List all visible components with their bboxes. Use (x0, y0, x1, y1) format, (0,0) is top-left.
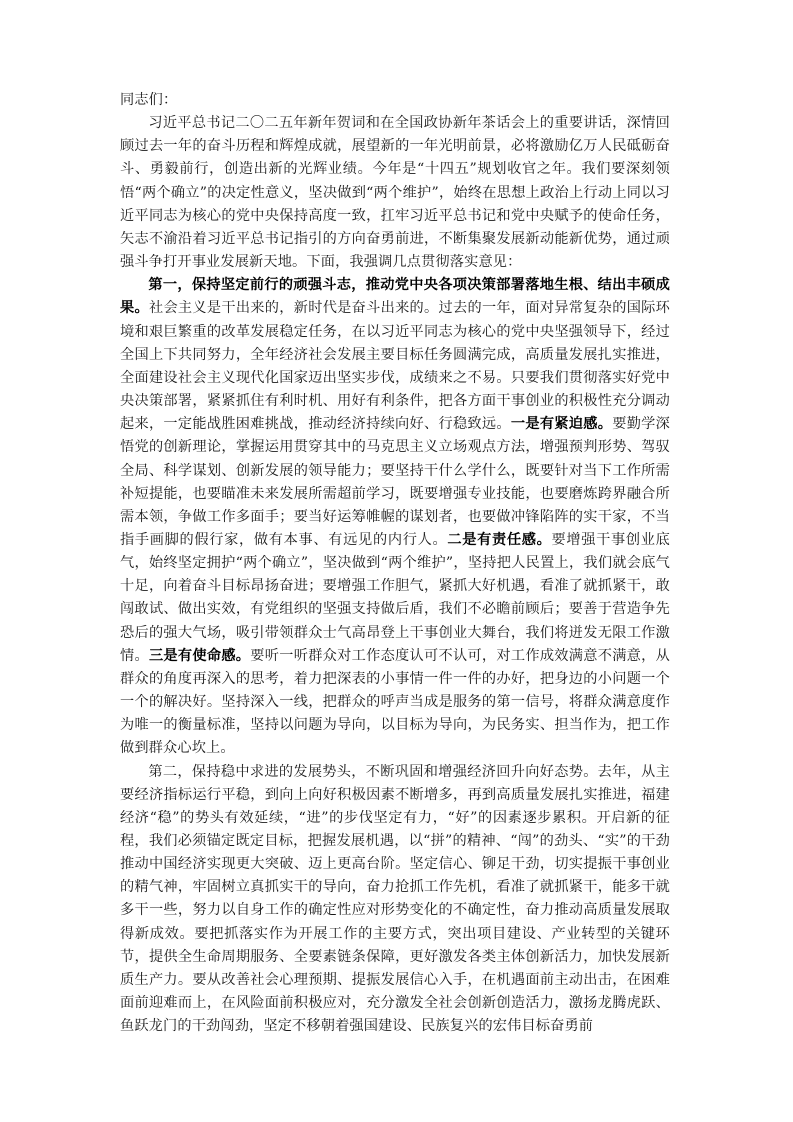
paragraph-text: 要听一听群众对工作态度认可不认可，对工作成效满意不满意，从群众的角度再深入的思考，着力把深表的小事情一件一件的办好，把身边的小问题一个一个的解决好。坚持深入一线，把群众的呼声当成是服务的第一信号，将群众满意度作为唯一的衡量标准，坚持以问题为导向，以目标为导向，为民务实、担当作为，把工作做到群众心坎上。 (120, 647, 670, 757)
paragraph-text: 第二，保持稳中求进的发展势头，不断巩固和增强经济回升向好态势。去年，从主要经济指标运行平稳，到向上向好积极因素不断增多，再到高质量发展扎实推进，福建经济“稳”的势头有效延续，“进”的步伐坚定有力，“好”的因素逐步累积。开启新的征程，我们必须锚定既定目标，把握发展机遇，以“拼”的精神、“闯”的劲头、“实”的干劲推动中国经济实现更大突破、迈上更高台阶。坚定信心、铆足干劲，切实提振干事创业的精气神，牢固树立真抓实干的导向，奋力抢抓工作先机，看准了就抓紧干，能多干就多干一些，努力以自身工作的确定性应对形势变化的不确定性，奋力推动高质量发展取得新成效。要把抓落实作为开展工作的主要方式，突出项目建设、产业转型的关键环节，提供全生命周期服务、全要素链条保障，更好激发各类主体创新活力，加快发展新质生产力。要从改善社会心理预期、提振发展信心入手，在机遇面前主动出击，在困难面前迎难而上，在风险面前积极应对，充分激发全社会创新创造活力，激扬龙腾虎跃、鱼跃龙门的干劲闯劲，坚定不移朝着强国建设、民族复兴的宏伟目标奋勇前 (120, 763, 670, 1035)
subheading-responsibility: 二是有责任感。 (447, 531, 552, 548)
subheading-urgency: 一是有紧迫感。 (510, 416, 613, 433)
paragraph-text: 要增强干事创业底气，始终坚定拥护“两个确立”，坚决做到“两个维护”，坚持把人民置上，我们就会底气十足，向着奋斗目标昂扬奋进；要增强工作胆气，紧抓大好机遇，看准了就抓紧干，敢闯敢试、做出实效，有党组织的坚强支持做后盾，我们不必瞻前顾后；要善于营造争先恐后的强大气场，吸引带领群众士气高昂登上干事创业大舞台，我们将迸发无限工作激情。 (120, 531, 670, 664)
document-page (120, 89, 670, 1038)
paragraph-text: 社会主义是干出来的，新时代是奋斗出来的。过去的一年，面对异常复杂的国际环境和艰巨繁重的改革发展稳定任务，在以习近平同志为核心的党中央坚强领导下，经过全国上下共同努力，全年经济社会发展主要目标任务圆满完成，高质量发展扎实推进，全面建设社会主义现代化国家迈出坚实步伐，成绩来之不易。只要我们贯彻落实好党中央决策部署，紧紧抓住有利时机、用好有利条件，把各方面干事创业的积极性充分调动起来，一定能战胜困难挑战，推动经济持续向好、行稳致远。 (120, 300, 670, 433)
paragraph-text: 要勤学深悟党的创新理论，掌握运用贯穿其中的马克思主义立场观点方法，增强预判形势、驾驭全局、科学谋划、创新发展的领导能力；要坚持干什么学什么，既要针对当下工作所需补短提能，也要瞄准未来发展所需超前学习，既要增强专业技能，也要磨炼跨界融合所需本领，争做工作多面手；要当好运筹帷幄的谋划者，也要做冲锋陷阵的实干家，不当指手画脚的假行家，做有本事、有远见的内行人。 (120, 416, 670, 548)
salutation: 同志们： (120, 92, 178, 108)
subheading-mission: 三是有使命感。 (148, 647, 251, 664)
paragraph-text: 习近平总书记二〇二五年新年贺词和在全国政协新年茶话会上的重要讲话，深情回顾过去一年的奋斗历程和辉煌成就，展望新的一年光明前景，必将激励亿万人民砥砺奋斗、勇毅前行，创造出新的光辉业绩。今年是“十四五”规划收官之年。我们要深刻领悟“两个确立”的决定性意义，坚决做到“两个维护”，始终在思想上政治上行动上同以习近平同志为核心的党中央保持高度一致，扛牢习近平总书记和党中央赋予的使命任务，矢志不渝沿着习近平总书记指引的方向奋勇前进，不断集聚发展新动能新优势，通过顽强斗争打开事业发展新天地。下面，我强调几点贯彻落实意见： (120, 115, 670, 271)
paragraph-point-two (120, 761, 670, 1039)
section-heading-one: 第一，保持坚定前行的顽强斗志，推动党中央各项决策部署落地生根、结出丰硕成果。 (120, 277, 670, 317)
paragraph-point-one (120, 274, 670, 760)
paragraph-intro (120, 112, 670, 274)
